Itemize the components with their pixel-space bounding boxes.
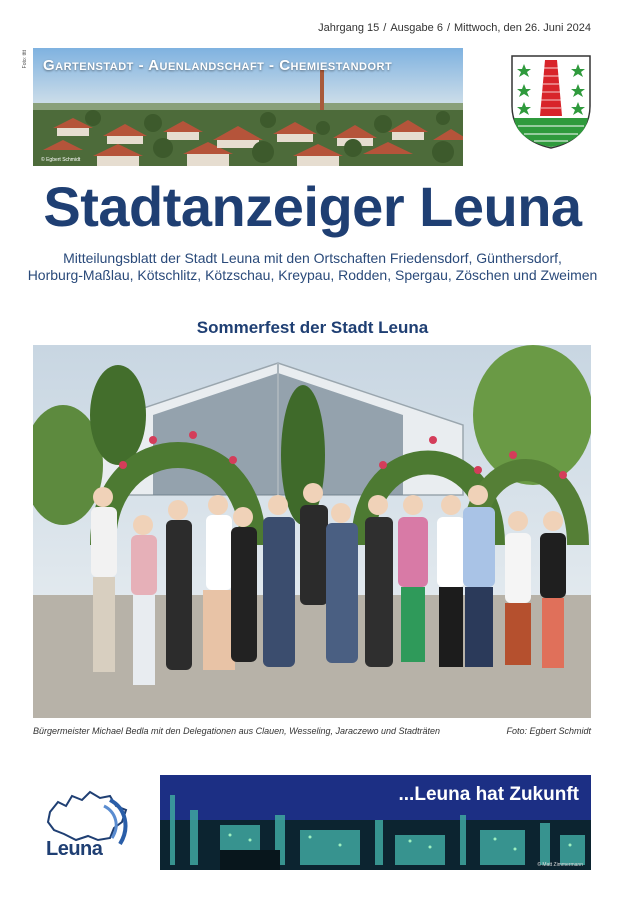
issue-info: Jahrgang 15 / Ausgabe 6 / Mittwoch, den 26. Juni 2024 bbox=[318, 22, 591, 34]
issue-date: Mittwoch, den 26. Juni 2024 bbox=[454, 22, 591, 34]
banner-photo-credit: © Egbert Schmidt bbox=[41, 157, 81, 163]
future-banner-photo bbox=[160, 775, 591, 870]
header-banner-photo bbox=[33, 48, 463, 166]
coat-of-arms-icon bbox=[510, 54, 592, 150]
subtitle-line-1: Mitteilungsblatt der Stadt Leuna mit den Ortschaften Friedensdorf, Günthersdorf, bbox=[63, 250, 562, 266]
leuna-logo-text: Leuna bbox=[46, 838, 103, 860]
group-photo bbox=[33, 345, 591, 718]
newspaper-subtitle bbox=[0, 250, 625, 284]
side-label: Foto: tttt bbox=[22, 50, 28, 69]
article-headline: Sommerfest der Stadt Leuna bbox=[196, 318, 429, 337]
newspaper-title: Stadtanzeiger Leuna bbox=[43, 175, 582, 238]
future-slogan: ...Leuna hat Zukunft bbox=[398, 784, 579, 805]
issue-number: Ausgabe 6 bbox=[390, 22, 443, 34]
future-banner-credit: © Matt Zimmermann bbox=[537, 862, 583, 868]
banner-slogan: Gartenstadt - Auenlandschaft - Chemiestandort bbox=[43, 57, 393, 74]
photo-caption: Bürgermeister Michael Bedla mit den Delegationen aus Clauen, Wesseling, Jaraczewo und Stadträten bbox=[33, 726, 441, 736]
subtitle-line-2: Horburg-Maßlau, Kötschlitz, Kötzschau, Kreypau, Rodden, Spergau, Zöschen und Zweimen bbox=[27, 267, 598, 283]
group-photo-illustration bbox=[33, 345, 591, 718]
issue-volume: Jahrgang 15 bbox=[318, 22, 380, 34]
photo-credit: Foto: Egbert Schmidt bbox=[506, 726, 591, 736]
